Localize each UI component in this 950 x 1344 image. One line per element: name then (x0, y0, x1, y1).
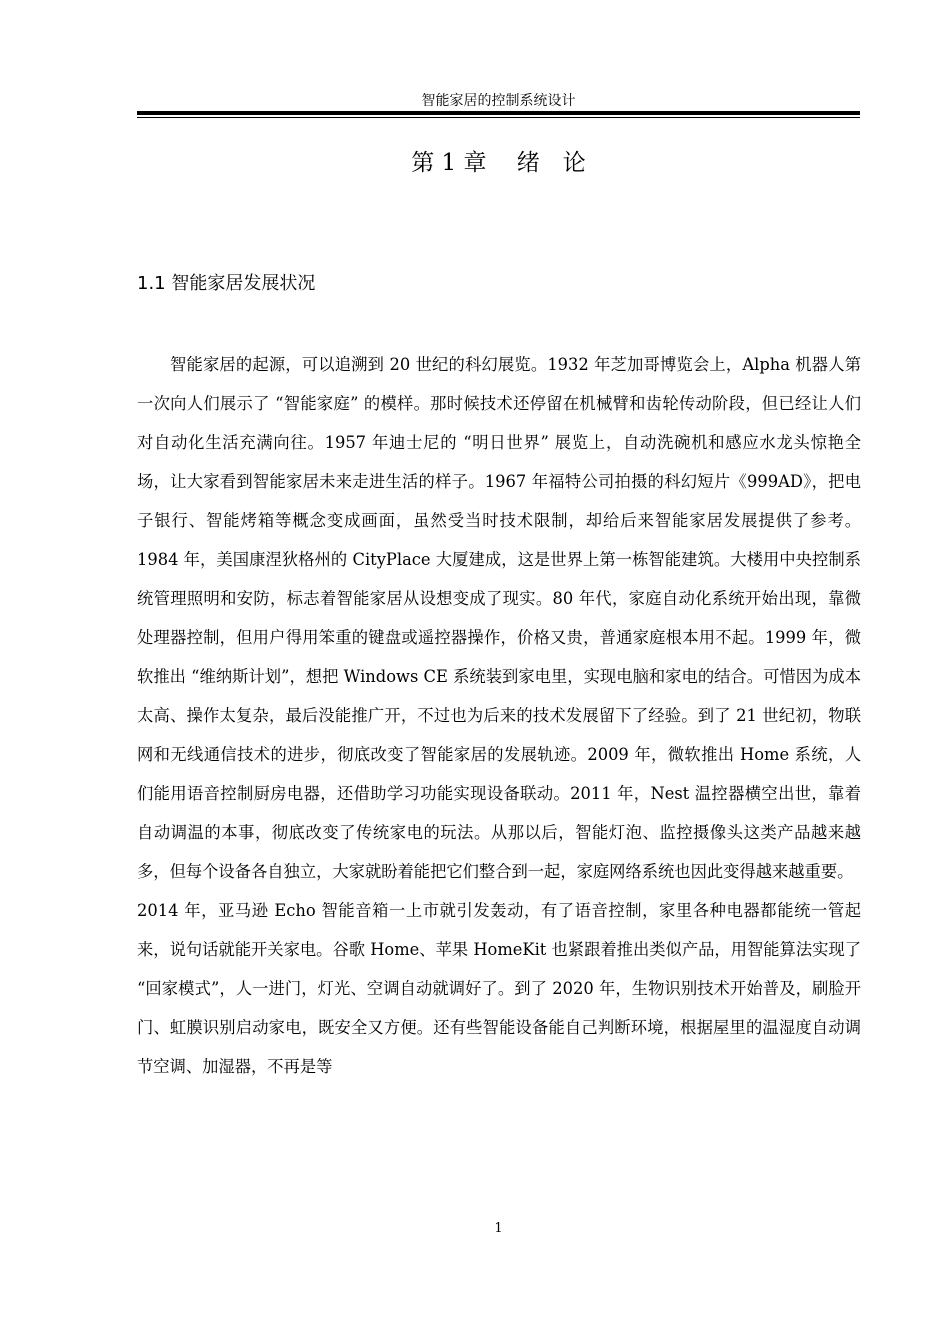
header-rule-thick (137, 111, 860, 115)
header-rule-thin (137, 117, 860, 118)
paragraph-1: 智能家居的起源，可以追溯到 20 世纪的科幻展览。1932 年芝加哥博览会上，Alpha 机器人第一次向人们展示了 “智能家庭” 的模样。那时候技术还停留在机械臂和齿轮传动阶段，但已经让人们对自动化生活充满向往。1957 年迪士尼的 “明日世界” 展览上，自动洗碗机和感应水龙头惊艳全场，让大家看到智能家居未来走进生活的样子。1967 年福特公司拍摄的科幻短片《999AD》，把电子银行、智能烤箱等概念变成画面，虽然受当时技术限制，却给后来智能家居发展提供了参考。1984 年，美国康涅狄格州的 CityPlace 大厦建成，这是世界上第一栋智能建筑。大楼用中央控制系统管理照明和安防，标志着智能家居从设想变成了现实。80 年代，家庭自动化系统开始出现，靠微处理器控制，但用户得用笨重的键盘或遥控器操作，价格又贵，普通家庭根本用不起。1999 年，微软推出 “维纳斯计划”，想把 Windows CE 系统装到家电里，实现电脑和家电的结合。可惜因为成本太高、操作太复杂，最后没能推广开，不过也为后来的技术发展留下了经验。到了 21 世纪初，物联网和无线通信技术的进步，彻底改变了智能家居的发展轨迹。2009 年，微软推出 Home 系统，人们能用语音控制厨房电器，还借助学习功能实现设备联动。2011 年，Nest 温控器横空出世，靠着自动调温的本事，彻底改变了传统家电的玩法。从那以后，智能灯泡、监控摄像头这类产品越来越多，但每个设备各自独立，大家就盼着能把它们整合到一起，家庭网络系统也因此变得越来越重要。 (137, 355, 861, 881)
section-heading: 1.1 智能家居发展状况 (137, 273, 316, 294)
running-header: 智能家居的控制系统设计 (421, 93, 576, 109)
body-text (137, 345, 861, 1086)
chapter-title: 第 1 章 绪 论 (411, 150, 586, 176)
paragraph-2: 2014 年，亚马逊 Echo 智能音箱一上市就引发轰动，有了语音控制，家里各种电器都能统一管起来，说句话就能开关家电。谷歌 Home、苹果 HomeKit 也紧跟着推出类似产品，用智能算法实现了 “回家模式”，人一进门，灯光、空调自动就调好了。到了 2020 年，生物识别技术开始普及，刷脸开门、虹膜识别启动家电，既安全又方便。还有些智能设备能自己判断环境，根据屋里的温湿度自动调节空调、加湿器，不再是等 (137, 901, 861, 1076)
page-number: 1 (494, 1221, 503, 1236)
